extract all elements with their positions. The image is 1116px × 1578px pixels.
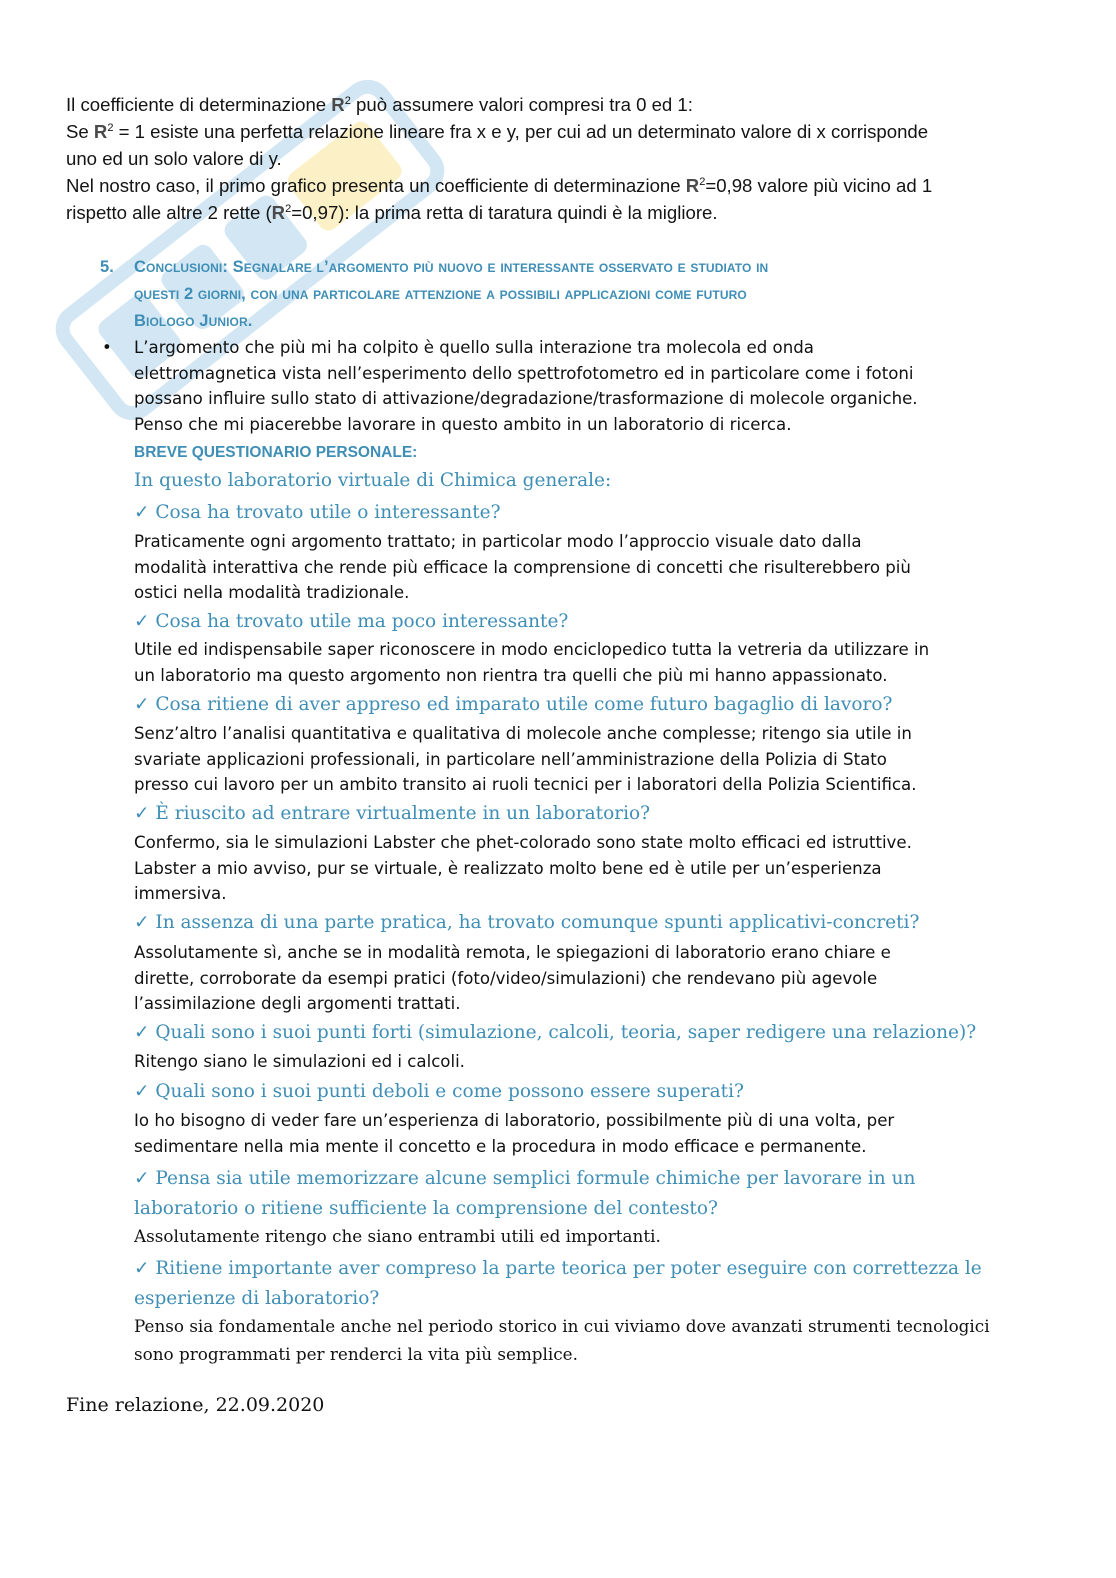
- answer-7: Io ho bisogno di veder fare un’esperienza di laboratorio, possibilmente più di una volta, per sedimentare nella mia mente il concetto e la procedura in modo efficace e permanente.: [134, 1111, 895, 1156]
- section-heading-line-1: Conclusioni: Segnalare l’argomento più nuovo e interessante osservato e studiato in: [134, 258, 769, 276]
- answer-6: Ritengo siano le simulazioni ed i calcoli.: [134, 1052, 465, 1071]
- section-heading-line-3: Biologo Junior.: [134, 312, 253, 330]
- intro-line-5: rispetto alle altre 2 rette $(R^2=0,97)$: la prima retta di taratura quindi è la migliore.: [66, 202, 718, 223]
- intro-paragraph: [66, 91, 1056, 226]
- answer-8: Assolutamente ritengo che siano entrambi utili ed importanti.: [134, 1226, 661, 1246]
- answer-5: Assolutamente sì, anche se in modalità remota, le spiegazioni di laboratorio erano chiare e dirette, corroborate da esempi pratici (foto/video/simulazioni) che rendevano più agevole l’assimilazione degli argomenti trattati.: [134, 943, 891, 1014]
- question-4: ✓ È riuscito ad entrare virtualmente in un laboratorio?: [134, 803, 651, 824]
- conclusion-paragraph: [102, 335, 1054, 437]
- conclusion-line-1: L’argomento che più mi ha colpito è quello sulla interazione tra molecola ed onda: [134, 338, 814, 357]
- conclusion-line-2: elettromagnetica vista nell’esperimento dello spettrofotometro ed in particolare come i fotoni: [134, 363, 914, 383]
- question-5: ✓ In assenza di una parte pratica, ha trovato comunque spunti applicativi-concreti?: [134, 912, 920, 933]
- conclusion-line-4: Penso che mi piacerebbe lavorare in questo ambito in un laboratorio di ricerca.: [134, 414, 792, 434]
- answer-9: Penso sia fondamentale anche nel periodo storico in cui viviamo dove avanzati strumenti tecnologici sono programmati per renderci la vita più semplice.: [134, 1316, 990, 1364]
- intro-line-3: uno ed un solo valore di y.: [66, 148, 282, 169]
- section-number: 5.: [100, 258, 114, 276]
- question-1: ✓ Cosa ha trovato utile o interessante?: [134, 502, 501, 523]
- questionnaire-title: BREVE QUESTIONARIO PERSONALE:: [134, 444, 418, 461]
- question-7: ✓ Quali sono i suoi punti deboli e come possono essere superati?: [134, 1081, 744, 1102]
- answer-2: Utile ed indispensabile saper riconoscere in modo enciclopedico tutta la vetreria da utilizzare in un laboratorio ma questo argomento non rientra tra quelli che più mi hanno appassionato.: [134, 640, 930, 685]
- question-6: ✓ Quali sono i suoi punti forti (simulazione, calcoli, teoria, saper redigere una relazione)?: [134, 1022, 977, 1043]
- closing-date-line: Fine relazione, 22.09.2020: [66, 1394, 325, 1416]
- questionnaire-intro: In questo laboratorio virtuale di Chimica generale:: [134, 470, 612, 491]
- answer-1: Praticamente ogni argomento trattato; in particolar modo l’approccio visuale dato dalla modalità interattiva che rende più efficace la comprensione di concetti che risulterebbero più ostici nella modalità tradizionale.: [134, 532, 911, 603]
- question-2: ✓ Cosa ha trovato utile ma poco interessante?: [134, 611, 569, 632]
- intro-line-1: Il coefficiente di determinazione $R^2$ può assumere valori compresi tra 0 ed 1:: [66, 94, 693, 115]
- conclusion-line-3: possano influire sullo stato di attivazione/degradazione/trasformazione di molecole organiche.: [134, 389, 918, 409]
- question-3: ✓ Cosa ritiene di aver appreso ed imparato utile come futuro bagaglio di lavoro?: [134, 694, 893, 715]
- question-9: ✓ Ritiene importante aver compreso la parte teorica per poter eseguire con correttezza le esperienze di laboratorio?: [134, 1258, 982, 1309]
- section-heading: [100, 254, 1064, 335]
- bullet-icon: •: [102, 338, 112, 357]
- intro-line-4: Nel nostro caso, il primo grafico presenta un coefficiente di determinazione $R^2=0,98$ valore più vicino ad 1: [66, 175, 933, 196]
- answer-3: Senz’altro l’analisi quantitativa e qualitativa di molecole anche complesse; ritengo sia utile in svariate applicazioni professionali, in particolare nell’amministrazione della Polizia di Stato presso cui lavoro per un ambito transito ai ruoli tecnici per i laboratori della Polizia Scientifica.: [134, 724, 917, 795]
- answer-4: Confermo, sia le simulazioni Labster che phet-colorado sono state molto efficaci ed istruttive. Labster a mio avviso, pur se virtuale, è realizzato molto bene ed è utile per un’esperienza immersiva.: [134, 833, 912, 904]
- section-heading-line-2: questi 2 giorni, con una particolare attenzione a possibili applicazioni come futuro: [134, 285, 747, 303]
- question-8: ✓ Pensa sia utile memorizzare alcune semplici formule chimiche per lavorare in un laboratorio o ritiene sufficiente la comprensione del contesto?: [134, 1168, 916, 1219]
- intro-line-2: Se $R^2 = 1$ esiste una perfetta relazione lineare fra x e y, per cui ad un determinato valore di x corrisponde: [66, 121, 929, 142]
